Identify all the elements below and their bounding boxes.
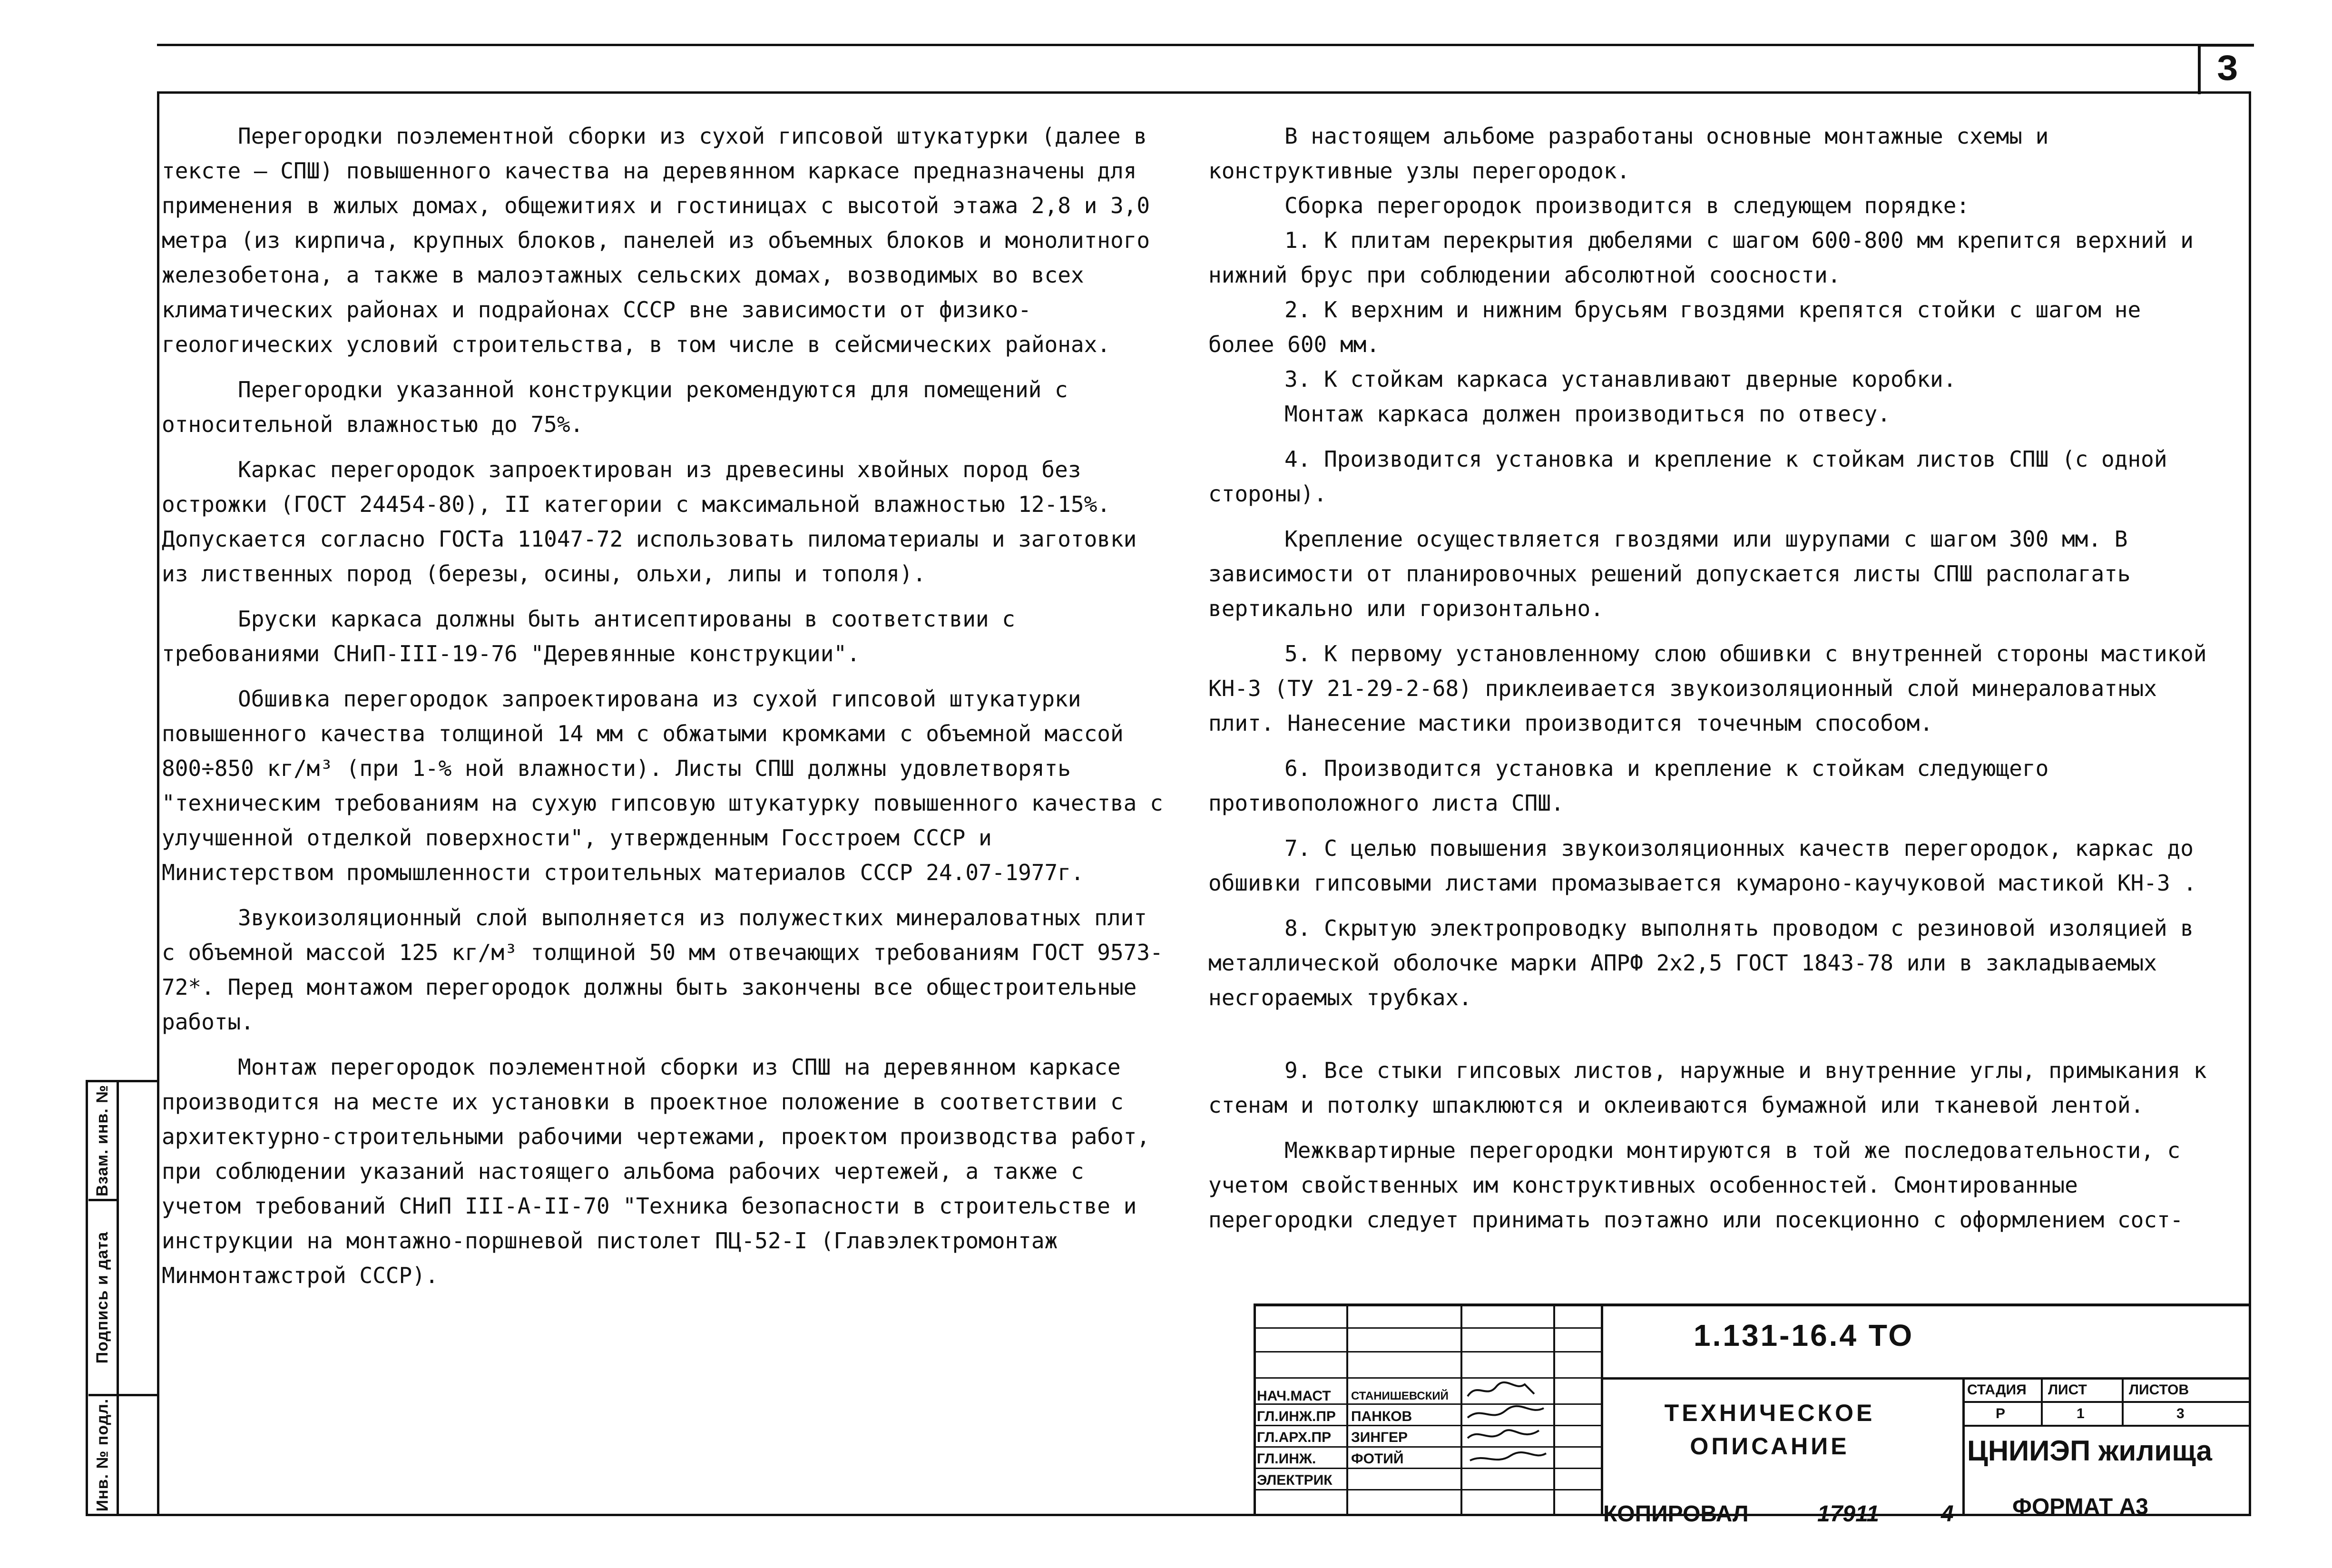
document-title-line-2: ОПИСАНИЕ [1690, 1433, 1850, 1460]
sheet-number: 3 [2198, 44, 2254, 94]
paragraph: Каркас перегородок запроектирован из древесины хвойных пород без острожки (ГОСТ 24454-80), II категории с максимальной влажностью 12-15%. Допускается согласно ГОСТа 11047-72 использовать пиломатериалы и заготовки из лиственных пород (березы, осины, ольхи, липы и тополя). [162, 457, 1137, 587]
paragraph: Межквартирные перегородки монтируются в той же последовательности, с учетом свойственных им конструктивных особенностей. Смонтированные перегородки следует принимать поэтажно или посекционно с оформлением сост- [1208, 1137, 2184, 1233]
list-item: 4. Производится установка и крепление к стойкам листов СПШ (с одной стороны). [1208, 446, 2167, 507]
tb-stage-div2 [2122, 1377, 2124, 1425]
paragraph: Крепление осуществляется гвоздями или шурупами с шагом 300 мм. В зависимости от планировочных решений допускается листы СПШ располагать вертикально или горизонтально. [1208, 526, 2131, 621]
list-item: 9. Все стыки гипсовых листов, наружные и внутренние углы, примыкания к стенам и потолку шпаклюются и оклеиваются бумажной или тканевой лентой. [1208, 1058, 2207, 1118]
stamp-inventory-number: Инв. № подл. [88, 1396, 117, 1516]
role-cell: ГЛ.АРХ.ПР [1257, 1430, 1332, 1445]
paragraph: Бруски каркаса должны быть антисептированы в соответствии с требованиями СНиП-III-19-76 "Деревянные конструкции". [162, 606, 1015, 666]
sheets-value: 3 [2176, 1406, 2185, 1421]
document-code: 1.131-16.4 ТО [1694, 1318, 1914, 1352]
list-item: 6. Производится установка и крепление к стойкам следующего противоположного листа СПШ. [1208, 755, 2049, 816]
list-item: 3. К стойкам каркаса устанавливают дверные коробки. [1284, 366, 1957, 392]
tb-stage-row2 [1962, 1425, 2251, 1427]
name-cell: ЗИНГЕР [1351, 1430, 1408, 1445]
tb-row [1254, 1327, 1601, 1329]
role-cell: НАЧ.МАСТ [1257, 1388, 1331, 1404]
tb-top [1254, 1303, 2251, 1306]
format-label: ФОРМАТ А3 [2012, 1494, 2148, 1519]
stage-label: СТАДИЯ [1967, 1382, 2027, 1398]
stamp-strip-left-border [86, 1080, 88, 1516]
role-cell: ГЛ.ИНЖ. [1257, 1451, 1316, 1467]
list-item: 1. К плитам перекрытия дюбелями с шагом 600-800 мм крепится верхний и нижний брус при соблюдении абсолютной соосности. [1208, 227, 2194, 288]
paragraph: Перегородки указанной конструкции рекомендуются для помещений с относительной влажностью до 75%. [162, 377, 1068, 437]
document-title [1636, 1396, 1903, 1463]
sheet-label: ЛИСТ [2048, 1382, 2087, 1398]
paragraph: Сборка перегородок производится в следующем порядке: [1284, 193, 1970, 218]
tb-left [1254, 1303, 1256, 1516]
tb-role-divider [1346, 1303, 1348, 1516]
frame-left [157, 91, 159, 1516]
tb-code-underline [1601, 1377, 2251, 1380]
right-text-column [1208, 119, 2212, 1248]
tb-stage-div1 [2041, 1377, 2043, 1425]
list-item: 5. К первому установленному слою обшивки с внутренней стороны мастикой КН-3 (ТУ 21-29-2-68) приклеивается звукоизоляционный слой минераловатных плит. Нанесение мастики производится точечным способом. [1208, 641, 2207, 736]
paragraph: В настоящем альбоме разработаны основные монтажные схемы и конструктивные узлы перегородок. [1208, 123, 2049, 184]
sheets-label: ЛИСТОВ [2129, 1382, 2189, 1398]
paragraph: Обшивка перегородок запроектирована из сухой гипсовой штукатурки повышенного качества толщиной 14 мм с обжатыми кромками с объемной массой 800÷850 кг/м³ (при 1-% ной влажности). Листы СПШ должны удовлетворять "техническим требованиям на сухую гипсовую штукатурку повышенного качества с улучшенной отделкой поверхности", утвержденным Госстроем СССР и Министерством промышленности строительных материалов СССР 24.07-1977г. [162, 686, 1163, 885]
name-cell: ФОТИЙ [1351, 1451, 1404, 1467]
left-text-column [162, 119, 1166, 1303]
name-cell: СТАНИШЕВСКИЙ [1351, 1390, 1449, 1402]
document-title-line-1: ТЕХНИЧЕСКОЕ [1664, 1400, 1875, 1426]
list-item: 7. С целью повышения звукоизоляционных качеств перегородок, каркас до обшивки гипсовыми листами промазывается кумароно-каучуковой мастикой КН-3 . [1208, 835, 2197, 896]
stamp-strip-divider [117, 1394, 159, 1396]
paragraph: Монтаж перегородок поэлементной сборки из СПШ на деревянном каркасе производится на месте их установки в проектное положение в соответствии с архитектурно-строительными рабочими чертежами, проектом производства работ, при соблюдении указаний настоящего альбома рабочих чертежей, а также с учетом требований СНиП III-А-II-70 "Техника безопасности в строительстве и инструкции на монтажно-поршневой пистолет ПЦ-52-I (Главэлектромонтаж Минмонтажстрой СССР). [162, 1054, 1150, 1288]
copied-label: КОПИРОВАЛ [1603, 1501, 1749, 1527]
copy-number: 17911 [1817, 1501, 1879, 1527]
role-cell: ГЛ.ИНЖ.ПР [1257, 1409, 1336, 1424]
signature-marks [1463, 1377, 1553, 1491]
top-rule [157, 44, 2198, 46]
list-item: 8. Скрытую электропроводку выполнять проводом с резиновой изоляцией в металлической оболочке марки АПРФ 2х2,5 ГОСТ 1843-78 или в закладываемых несгораемых трубках. [1208, 915, 2194, 1010]
tb-col-divider [1601, 1303, 1603, 1516]
stamp-replacement-number: Взам. инв. № [88, 1082, 117, 1201]
tb-right-section [1962, 1377, 1965, 1516]
sheet-value: 1 [2077, 1406, 2085, 1421]
tb-sign-divider [1553, 1303, 1555, 1516]
frame-bottom [86, 1514, 2251, 1516]
organization: ЦНИИЭП жилища [1967, 1435, 2213, 1467]
name-cell: ПАНКОВ [1351, 1409, 1412, 1424]
stage-value: Р [1996, 1406, 2006, 1421]
frame-top [157, 91, 2251, 94]
tb-row [1254, 1351, 1601, 1352]
paragraph: Звукоизоляционный слой выполняется из полужестких минераловатных плит с объемной массой 125 кг/м³ толщиной 50 мм отвечающих требованиям ГОСТ 9573-72*. Перед монтажом перегородок должны быть закончены все общестроительные работы. [162, 905, 1163, 1035]
role-cell: ЭЛЕКТРИК [1257, 1472, 1333, 1488]
paragraph: Монтаж каркаса должен производиться по отвесу. [1284, 401, 1891, 427]
list-item: 2. К верхним и нижним брусьям гвоздями крепятся стойки с шагом не более 600 мм. [1208, 297, 2141, 357]
tb-name-divider [1460, 1303, 1462, 1516]
stamp-signature-date: Подпись и дата [88, 1201, 117, 1396]
paragraph: Перегородки поэлементной сборки из сухой гипсовой штукатурки (далее в тексте – СПШ) повышенного качества на деревянном каркасе предназначены для применения в жилых домах, общежитиях и гостиницах с высотой этажа 2,8 и 3,0 метра (из кирпича, крупных блоков, панелей из объемных блоков и монолитного железобетона, а также в малоэтажных сельских домах, возводимых во всех климатических районах и подрайонах СССР вне зависимости от физико-геологических условий строительства, в том числе в сейсмических районах. [162, 123, 1150, 357]
tb-stage-row [1962, 1401, 2251, 1403]
copy-suffix: 4 [1941, 1501, 1954, 1527]
frame-right [2249, 91, 2251, 1516]
